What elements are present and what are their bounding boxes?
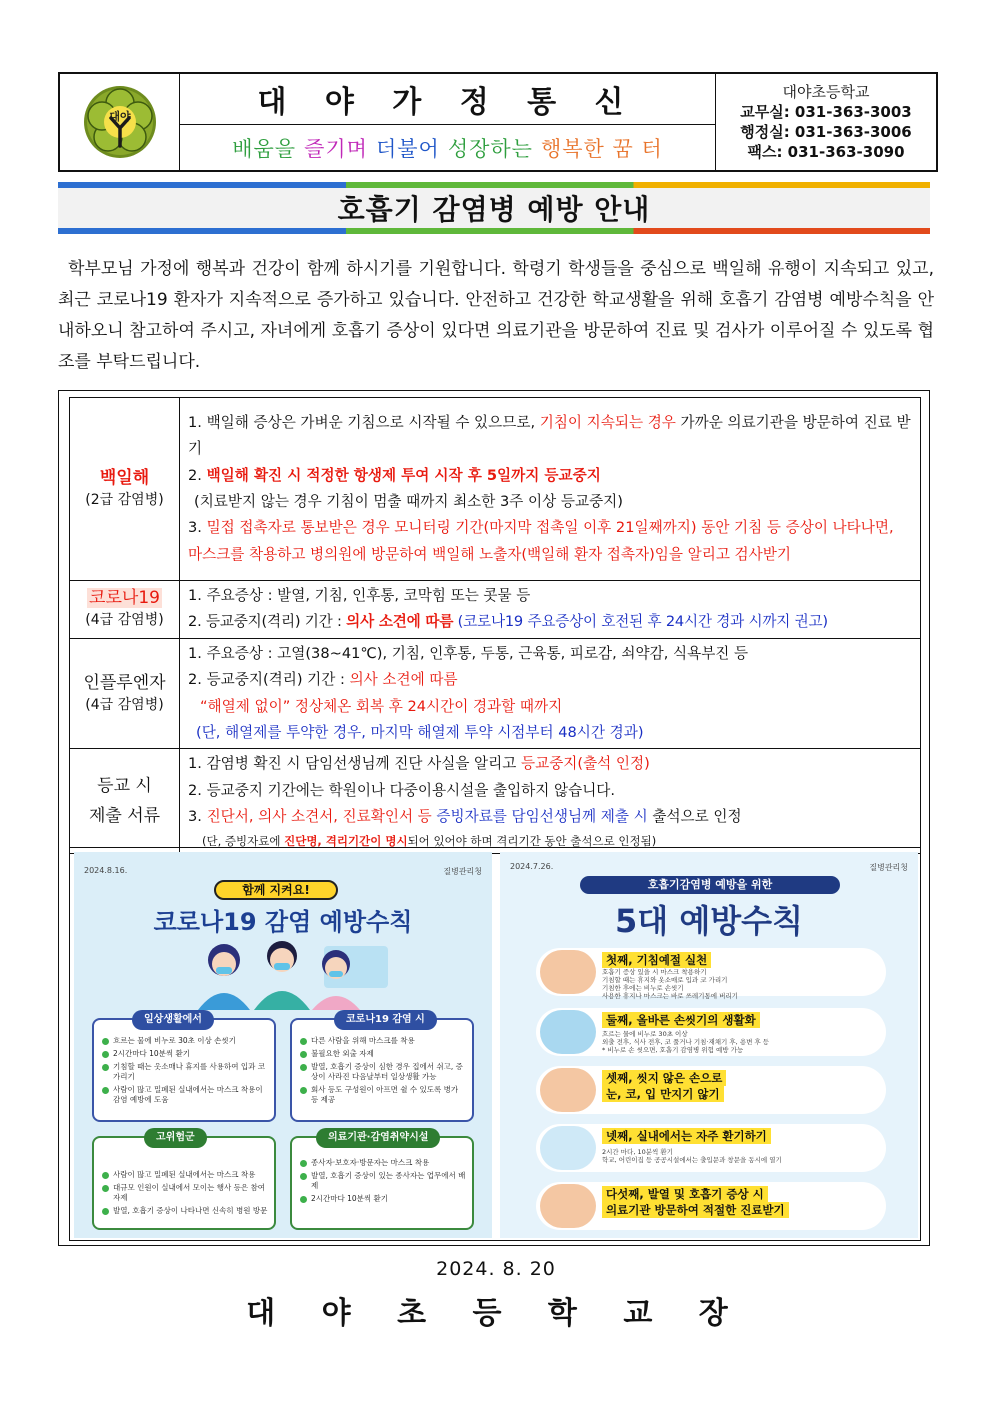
docs-label: 등교 시 bbox=[97, 776, 152, 797]
text: 2. 등교중지(격리) 기간 : bbox=[188, 671, 350, 689]
poster-title: 코로나19 감염 예방수칙 bbox=[153, 908, 413, 936]
poster-item: 종사자·보호자·방문자는 마스크 착용 bbox=[300, 1158, 466, 1168]
disease-content-cell bbox=[180, 398, 921, 581]
text: (단, 증빙자료에 bbox=[202, 833, 285, 848]
poster-item: 다른 사람을 위해 마스크를 착용 bbox=[300, 1036, 466, 1046]
disease-label-cell bbox=[70, 638, 180, 749]
school-emblem-icon bbox=[60, 74, 180, 170]
text: 1. 감염병 확진 시 담임선생님께 진단 사실을 알리고 bbox=[188, 755, 521, 773]
rule-sub: 학교, 어린이집 등 공공시설에서는 출입문과 창문을 동시에 열기 bbox=[602, 1156, 782, 1164]
docs-label-cell bbox=[70, 749, 180, 853]
contact-admin: 행정실: 031-363-3006 bbox=[740, 123, 912, 141]
rule-title: 눈, 코, 입 만지기 않기 bbox=[602, 1086, 724, 1102]
rule-title: 넷째, 실내에서는 자주 환기하기 bbox=[602, 1128, 771, 1144]
poster-org: 질병관리청 bbox=[443, 867, 482, 876]
table-row bbox=[70, 581, 921, 639]
table-row bbox=[70, 398, 921, 581]
slogan-word: 배움을 bbox=[232, 137, 297, 161]
masked-people-illustration-icon bbox=[174, 936, 394, 1010]
newsletter-header bbox=[58, 72, 938, 172]
rule-sub: * 비누로 손 씻으면, 호흡기 감염병 위험 예방 가능 bbox=[602, 1046, 744, 1054]
disease-grade: (4급 감염병) bbox=[85, 696, 164, 713]
highlight-text: 의사 소견에 따름 bbox=[349, 671, 458, 689]
content-line bbox=[188, 751, 912, 777]
poster-title: 5대 예방수칙 bbox=[615, 902, 803, 940]
poster-item: 회사 등도 구성원이 아프면 쉴 수 있도록 병가 등 제공 bbox=[300, 1085, 466, 1105]
disease-name bbox=[70, 587, 179, 609]
poster-item: 발열, 호흡기 증상이 심한 경우 집에서 쉬고, 증상이 사라진 다음날부터 일상생활 가능 bbox=[300, 1062, 466, 1082]
covid-prevention-poster bbox=[74, 852, 492, 1238]
guidance-section bbox=[58, 390, 930, 1246]
banner-bar-bottom bbox=[58, 228, 930, 234]
content-line bbox=[188, 410, 912, 463]
highlight-text: 진단명, 격리기간이 명시 bbox=[284, 833, 408, 848]
poster-item: 기침할 때는 옷소매나 휴지를 사용하여 입과 코 가리기 bbox=[102, 1062, 268, 1082]
face-touch-illustration-icon bbox=[540, 1068, 596, 1112]
highlight-text: 의사 소견에 따름 bbox=[346, 613, 454, 631]
content-line: 1. 주요증상 : 고열(38~41℃), 기침, 인후통, 두통, 근육통, 피로감, 쇠약감, 식욕부진 등 bbox=[188, 644, 749, 662]
slogan-word: 더불어 bbox=[375, 137, 440, 161]
disease-label-cell bbox=[70, 398, 180, 581]
handwash-illustration-icon bbox=[540, 1010, 596, 1054]
docs-label: 제출 서류 bbox=[88, 806, 161, 827]
poster-box-head: 의료기관·감염취약시설 bbox=[316, 1128, 440, 1148]
poster-pill: 함께 지켜요! bbox=[214, 880, 338, 900]
text: 2. 등교중지(격리) 기간 : bbox=[188, 613, 347, 631]
disease-name: 인플루엔자 bbox=[83, 672, 166, 693]
highlight-text: 등교중지(출석 인정) bbox=[521, 755, 650, 773]
rule-title: 첫째, 기침예절 실천 bbox=[602, 952, 711, 968]
contact-office: 교무실: 031-363-3003 bbox=[740, 103, 912, 121]
disease-grade: (2급 감염병) bbox=[85, 492, 164, 508]
content-line: “해열제 없이” 정상체온 회복 후 24시간이 경과할 때까지 bbox=[200, 697, 563, 715]
poster-item: 불필요한 외출 자제 bbox=[300, 1049, 466, 1059]
rule-sub: 기침한 후에는 비누로 손씻기 bbox=[602, 984, 684, 992]
docs-content-cell bbox=[180, 749, 921, 853]
highlight-text: 밀접 접촉자로 통보받은 경우 모니터링 기간(마지막 접촉일 이후 21일째까지) 동안 기침 등 증상이 나타나면, 마스크를 착용하고 병의원에 방문하여 백일해 노출자(백일해 환자 접촉자)임을 알리고 검사받기 bbox=[188, 519, 894, 563]
rule-item bbox=[536, 1066, 886, 1114]
highlight-text: 백일해 확진 시 적정한 항생제 투여 시작 후 5일까지 등교중지 bbox=[206, 466, 601, 484]
poster-box-daily bbox=[92, 1014, 276, 1122]
poster-item: 흐르는 물에 비누로 30초 이상 손씻기 bbox=[102, 1036, 268, 1046]
content-line bbox=[188, 609, 912, 635]
contact-fax: 팩스: 031-363-3090 bbox=[747, 143, 905, 161]
poster-box-body bbox=[300, 1158, 466, 1207]
poster-subtitle: 호흡기감염병 예방을 위한 bbox=[580, 876, 840, 894]
poster-box-high-risk bbox=[92, 1132, 276, 1230]
intro-paragraph: 학부모님 가정에 행복과 건강이 함께 하시기를 기원합니다. 학령기 학생들을 중심으로 백일해 유행이 지속되고 있고, 최근 코로나19 환자가 지속적으로 증가하고 있습니다. 안전하고 건강한 학교생활을 위해 호흡기 감염병 예방수칙을 안내하오니 참고하여 주시고, 자녀에게 호흡기 증상이 있다면 의료기관을 방문하여 진료 및 검사가 이루어질 수 있도록 협조를 부탁드립니다. bbox=[58, 259, 934, 372]
rule-title: 셋째, 씻지 않은 손으로 bbox=[602, 1070, 726, 1086]
disease-content-cell bbox=[180, 638, 921, 749]
highlight-text: (코로나19 주요증상이 호전된 후 24시간 경과 시까지 권고) bbox=[453, 613, 828, 631]
disease-name-text: 코로나19 bbox=[89, 588, 160, 609]
text: 2. bbox=[188, 466, 207, 484]
principal-signature: 대 야 초 등 학 교 장 bbox=[246, 1296, 746, 1331]
content-line bbox=[188, 463, 912, 489]
text: 3. bbox=[188, 808, 207, 826]
text: 1. 백일해 증상은 가벼운 기침으로 시작될 수 있으므로, bbox=[188, 413, 540, 431]
content-line: 1. 주요증상 : 발열, 기침, 인후통, 코막힘 또는 콧물 등 bbox=[188, 587, 531, 604]
rule-sub: 흐르는 물에 비누로 30초 이상 bbox=[602, 1030, 688, 1038]
school-name: 대야초등학교 bbox=[782, 83, 870, 101]
slogan-word: 즐기며 bbox=[304, 137, 368, 161]
highlight-text: 증빙자료를 담임선생님께 제출 시 bbox=[431, 808, 648, 826]
poster-item: 발열, 호흡기 증상이 나타나면 신속히 병원 방문 bbox=[102, 1206, 268, 1216]
rule-sub: 2시간 마다, 10분씩 환기 bbox=[602, 1148, 673, 1156]
cough-illustration-icon bbox=[540, 950, 596, 994]
poster-box-body bbox=[102, 1170, 268, 1219]
poster-box-head: 고위험군 bbox=[144, 1128, 207, 1148]
respiratory-prevention-poster bbox=[500, 852, 918, 1238]
poster-box-body bbox=[102, 1036, 268, 1108]
text: 출석으로 인정 bbox=[647, 808, 742, 826]
issue-date: 2024. 8. 20 bbox=[436, 1258, 556, 1280]
newsletter-title: 대 야 가 정 통 신 bbox=[180, 74, 715, 125]
content-line: (치료받지 않는 경우 기침이 멈출 때까지 최소한 3주 이상 등교중지) bbox=[194, 493, 623, 510]
rule-sub: 사용한 휴지나 마스크는 바로 쓰레기통에 버리기 bbox=[602, 992, 738, 1000]
rule-item bbox=[536, 1124, 886, 1172]
disease-grade: (4급 감염병) bbox=[85, 612, 164, 629]
rule-title: 의료기관 방문하여 적절한 진료받기 bbox=[602, 1202, 789, 1218]
school-slogan bbox=[180, 126, 715, 170]
poster-row bbox=[69, 847, 921, 1241]
doctor-illustration-icon bbox=[540, 1184, 596, 1228]
title-banner bbox=[58, 182, 930, 234]
poster-item: 사람이 많고 밀폐된 실내에서는 마스크 착용 bbox=[102, 1170, 268, 1180]
rule-item bbox=[536, 1182, 886, 1230]
school-logo bbox=[60, 74, 180, 170]
content-line bbox=[188, 804, 912, 830]
slogan-word: 행복한 꿈 터 bbox=[540, 137, 663, 161]
content-line: 2. 등교중지 기간에는 학원이나 다중이용시설을 출입하지 않습니다. bbox=[188, 781, 616, 799]
content-line bbox=[188, 667, 912, 693]
poster-date: 2024.7.26. bbox=[510, 862, 554, 871]
rule-item bbox=[536, 1008, 886, 1056]
disease-content-cell bbox=[180, 581, 921, 639]
rule-sub: 외출 전후, 식사 전후, 코 풀거나 기침·재채기 후, 용변 후 등 bbox=[602, 1038, 770, 1046]
banner-title: 호흡기 감염병 예방 안내 bbox=[58, 188, 930, 228]
slogan-word: 성장하는 bbox=[447, 137, 533, 161]
school-contacts bbox=[716, 74, 936, 170]
rule-sub: 기침할 때는 휴지와 옷소매로 입과 코 가리기 bbox=[602, 976, 728, 984]
poster-item: 사람이 많고 밀폐된 실내에서는 마스크 착용이 감염 예방에 도움 bbox=[102, 1085, 268, 1105]
poster-item: 발열, 호흡기 증상이 있는 종사자는 업무에서 배제 bbox=[300, 1171, 466, 1191]
rule-item bbox=[536, 948, 886, 1000]
poster-box-head: 코로나19 감염 시 bbox=[334, 1010, 437, 1030]
disease-name: 백일해 bbox=[99, 468, 150, 488]
poster-box-head: 일상생활에서 bbox=[132, 1010, 214, 1030]
poster-item: 대규모 인원이 실내에서 모이는 행사 등은 참여 자제 bbox=[102, 1183, 268, 1203]
guidance-table bbox=[69, 397, 921, 854]
table-row bbox=[70, 638, 921, 749]
highlight-text: 진단서, 의사 소견서, 진료확인서 등 bbox=[206, 808, 432, 826]
poster-item: 2시간마다 10분씩 환기 bbox=[102, 1049, 268, 1059]
text: 3. bbox=[188, 519, 207, 537]
poster-box-body bbox=[300, 1036, 466, 1108]
text: 가까운 의료기관을 방문하여 진료 받기 bbox=[188, 413, 911, 458]
rule-sub: 호흡기 증상 있을 시 마스크 착용하기 bbox=[602, 968, 707, 976]
poster-date: 2024.8.16. bbox=[84, 866, 128, 875]
header-center bbox=[180, 74, 716, 170]
rule-title: 둘째, 올바른 손씻기의 생활화 bbox=[602, 1012, 760, 1028]
poster-box-facilities bbox=[290, 1132, 474, 1230]
content-line bbox=[188, 515, 912, 568]
table-row bbox=[70, 749, 921, 853]
content-line: (단, 해열제를 투약한 경우, 마지막 해열제 투약 시점부터 48시간 경과) bbox=[196, 724, 644, 742]
svg-text:대야: 대야 bbox=[109, 110, 131, 123]
poster-org: 질병관리청 bbox=[869, 863, 908, 872]
disease-label-cell bbox=[70, 581, 180, 639]
rule-title: 다섯째, 발열 및 호흡기 증상 시 bbox=[602, 1186, 768, 1202]
window-illustration-icon bbox=[540, 1126, 596, 1170]
text: 되어 있어야 하며 격리기간 동안 출석으로 인정됨) bbox=[407, 833, 657, 848]
highlight-text: 기침이 지속되는 경우 bbox=[539, 413, 676, 431]
poster-item: 2시간마다 10분씩 환기 bbox=[300, 1194, 466, 1204]
poster-box-infected bbox=[290, 1014, 474, 1122]
